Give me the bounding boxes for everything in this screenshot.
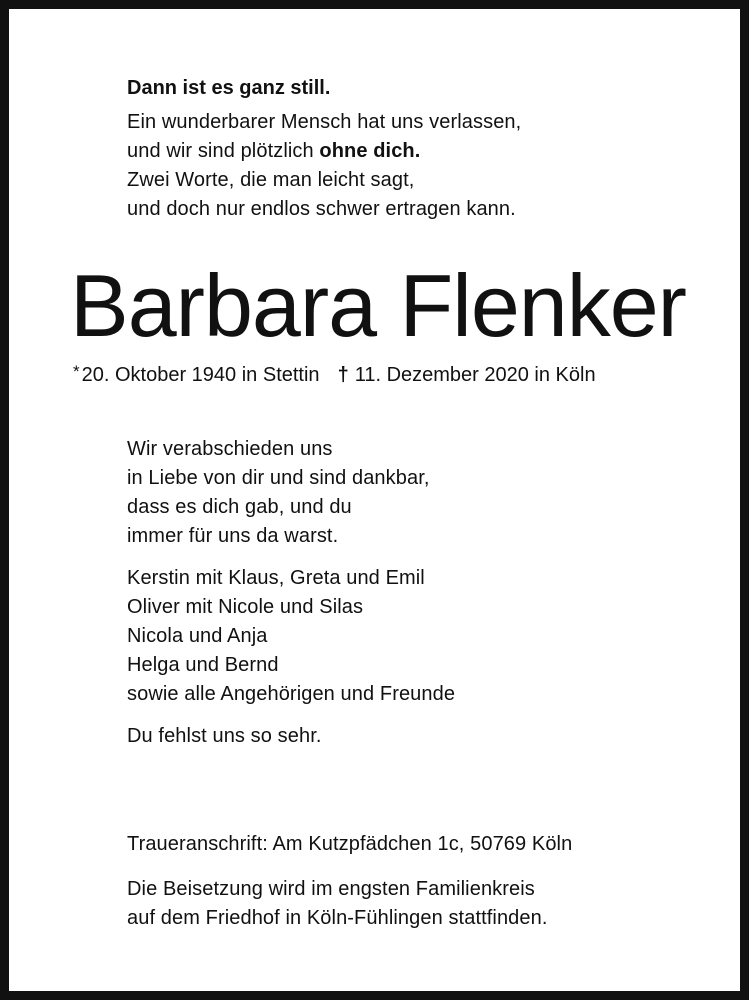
closing-line: Du fehlst uns so sehr. [127,725,322,747]
mourner: Kerstin mit Klaus, Greta und Emil [127,567,425,589]
death-date: 11. Dezember 2020 in Köln [354,364,596,386]
mourning-address: Traueranschrift: Am Kutzpfädchen 1c, 50769 Köln [127,833,573,855]
birth-date: 20. Oktober 1940 in Stettin [81,364,320,386]
mourners-list [127,564,455,709]
farewell-text [127,435,430,551]
poem-emphasis: ohne dich. [319,140,421,162]
birth-symbol: * [73,362,80,381]
mourner: Oliver mit Nicole und Silas [127,596,364,618]
burial-line: Die Beisetzung wird im engsten Familienkreis [127,878,535,900]
life-dates [73,358,596,389]
deceased-name: Barbara Flenker [70,256,686,355]
farewell-line: immer für uns da warst. [127,525,339,547]
farewell-line: Wir verabschieden uns [127,438,333,460]
mourner: Helga und Bernd [127,654,279,676]
farewell-line: dass es dich gab, und du [127,496,352,518]
death-cross-icon: † [337,364,349,386]
burial-notice [127,875,548,933]
poem-line: und doch nur endlos schwer ertragen kann. [127,198,516,220]
poem-line [127,137,521,166]
poem-line-text: und wir sind plötzlich [127,140,320,162]
poem-headline: Dann ist es ganz still. [127,77,331,99]
farewell-line: in Liebe von dir und sind dankbar, [127,467,430,489]
burial-line: auf dem Friedhof in Köln-Fühlingen stattfinden. [127,907,548,929]
poem-text [127,108,521,224]
mourner: sowie alle Angehörigen und Freunde [127,683,456,705]
poem-line: Ein wunderbarer Mensch hat uns verlassen, [127,111,522,133]
mourner: Nicola und Anja [127,625,268,647]
poem-line: Zwei Worte, die man leicht sagt, [127,169,415,191]
